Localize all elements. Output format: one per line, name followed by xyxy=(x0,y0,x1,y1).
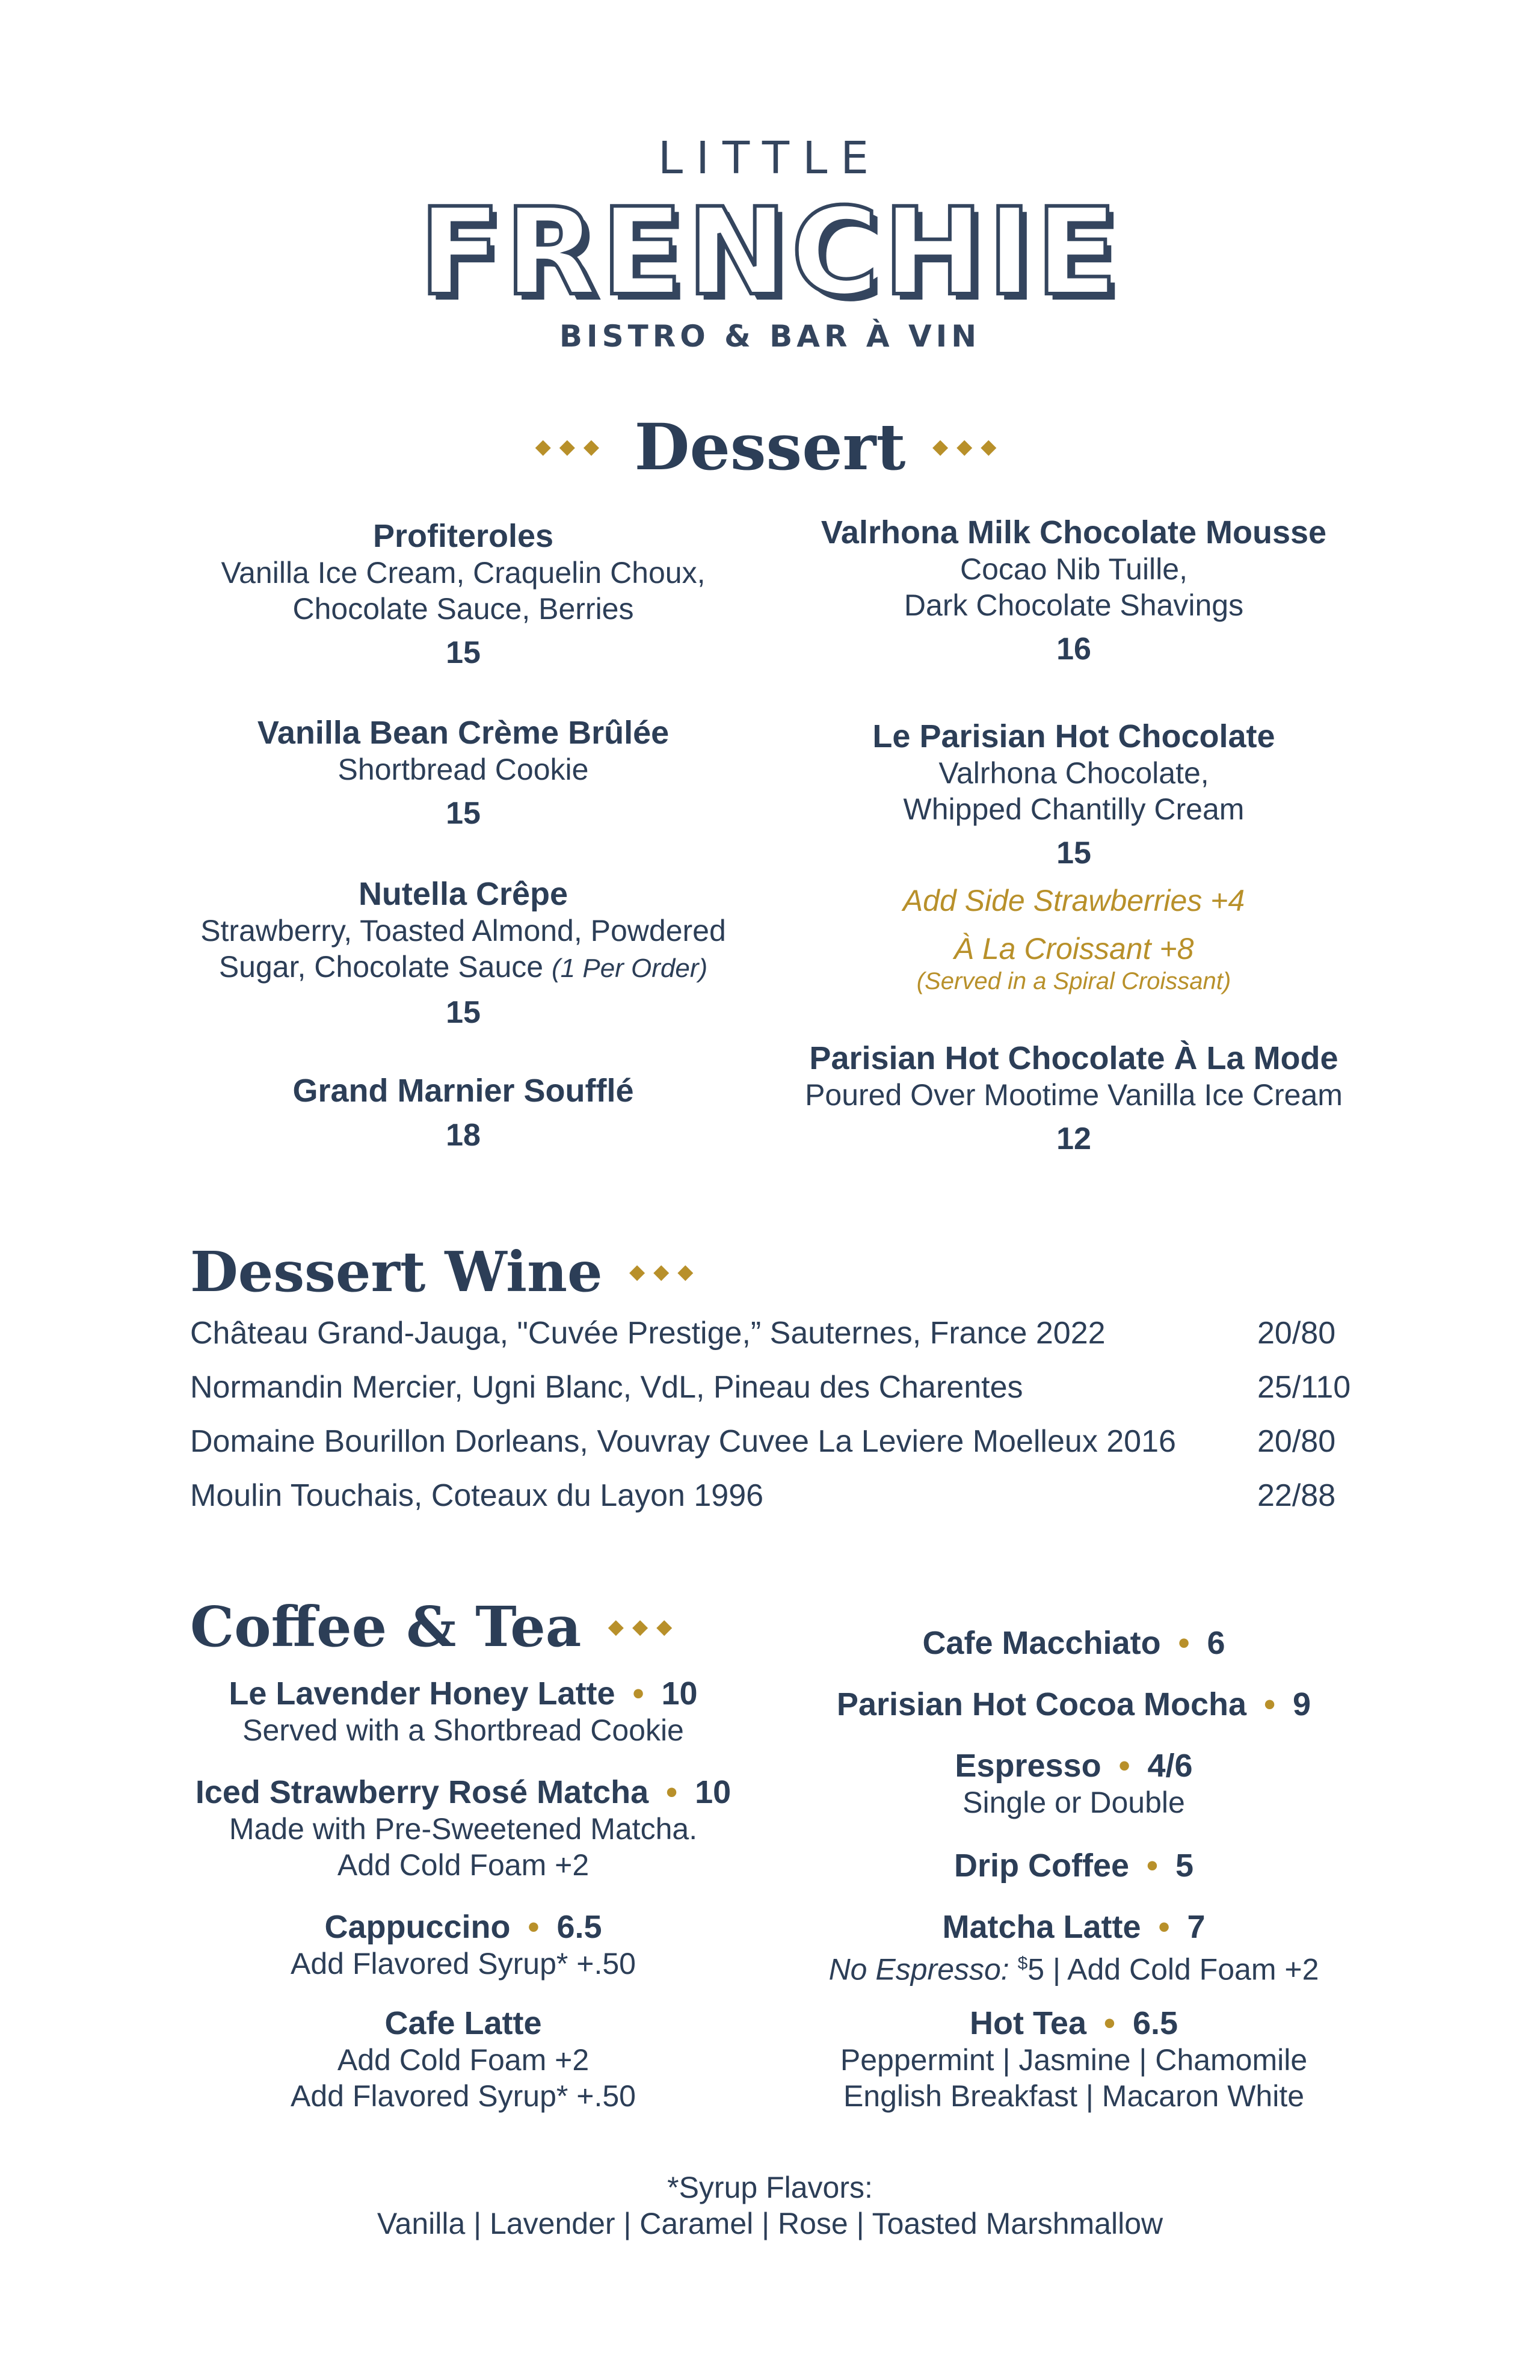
wine-price: 20/80 xyxy=(1257,1316,1336,1351)
wine-name: Normandin Mercier, Ugni Blanc, VdL, Pineau des Charentes xyxy=(190,1370,1023,1405)
item-name: Espresso xyxy=(955,1748,1101,1784)
item-desc: Single or Double xyxy=(962,1786,1185,1819)
item-name: Valrhona Milk Chocolate Mousse xyxy=(821,514,1327,550)
bullet-icon: • xyxy=(1264,1686,1275,1722)
item-name: Le Lavender Honey Latte xyxy=(229,1676,615,1712)
bullet-icon: • xyxy=(1158,1909,1170,1945)
item-price: 18 xyxy=(446,1118,481,1153)
wine-name: Château Grand-Jauga, "Cuvée Prestige,” Sauternes, France 2022 xyxy=(190,1316,1106,1351)
wine-name: Moulin Touchais, Coteaux du Layon 1996 xyxy=(190,1478,764,1513)
item-desc: Add Cold Foam +2 xyxy=(337,2043,590,2077)
item-note: (1 Per Order) xyxy=(552,954,708,983)
addon-strawberries: Add Side Strawberries +4 xyxy=(902,884,1245,917)
diamond-divider-icon: ◆◆◆ xyxy=(535,435,608,458)
item-price: 12 xyxy=(1056,1121,1091,1156)
coffee-item xyxy=(144,1675,782,1748)
dessert-title: Dessert xyxy=(634,409,906,484)
item-name: Hot Tea xyxy=(969,2005,1086,2041)
item-price: 10 xyxy=(695,1774,732,1810)
bullet-icon: • xyxy=(1147,1848,1158,1884)
coffee-item xyxy=(144,1908,782,1982)
item-price: 6 xyxy=(1207,1625,1225,1661)
coffee-item xyxy=(764,1747,1384,1820)
item-desc: Whipped Chantilly Cream xyxy=(903,792,1245,826)
logo-little: LITTLE xyxy=(658,132,882,184)
diamond-divider-icon: ◆◆◆ xyxy=(629,1260,702,1283)
coffee-item xyxy=(764,2005,1384,2114)
coffee-header xyxy=(190,1594,680,1659)
bullet-icon: • xyxy=(1118,1748,1130,1784)
item-name: Drip Coffee xyxy=(954,1848,1130,1884)
dessert-item xyxy=(144,517,782,671)
syrup-list: Vanilla | Lavender | Caramel | Rose | Toasted Marshmallow xyxy=(377,2207,1163,2240)
item-name: Cafe Macchiato xyxy=(922,1625,1161,1661)
item-price: 15 xyxy=(446,635,481,670)
item-desc: Strawberry, Toasted Almond, Powdered xyxy=(200,914,726,948)
logo-subtitle: BISTRO & BAR À VIN xyxy=(559,319,981,354)
wine-row xyxy=(190,1315,1351,1357)
coffee-item xyxy=(764,1908,1384,1988)
item-price: 16 xyxy=(1056,632,1091,667)
bullet-icon: • xyxy=(1104,2005,1115,2041)
item-name-line xyxy=(764,1624,1384,1662)
dessert-item xyxy=(764,514,1384,668)
item-desc: Add Cold Foam +2 xyxy=(337,1848,590,1882)
dollar-sign: $ xyxy=(1017,1953,1028,1973)
item-price: 15 xyxy=(446,796,481,831)
dessert-header xyxy=(0,409,1540,484)
item-name: Matcha Latte xyxy=(942,1909,1141,1945)
item-price: 6.5 xyxy=(1132,2005,1178,2041)
item-price: 6.5 xyxy=(556,1909,602,1945)
item-name-line xyxy=(144,1774,782,1811)
item-desc: Peppermint | Jasmine | Chamomile xyxy=(840,2043,1308,2077)
item-name: Parisian Hot Cocoa Mocha xyxy=(836,1686,1247,1722)
dessert-item xyxy=(144,1072,782,1154)
item-name-line xyxy=(144,1675,782,1712)
item-desc: Cocao Nib Tuille, xyxy=(960,552,1187,586)
wine-row xyxy=(190,1478,1351,1520)
item-price: 7 xyxy=(1187,1909,1206,1945)
item-name-line xyxy=(144,1908,782,1946)
wine-row xyxy=(190,1423,1351,1466)
item-name-line xyxy=(764,1747,1384,1784)
item-desc: Add Flavored Syrup* +.50 xyxy=(291,2079,636,2113)
item-name: Iced Strawberry Rosé Matcha xyxy=(195,1774,649,1810)
item-desc-text: Sugar, Chocolate Sauce xyxy=(218,950,544,984)
item-name: Cappuccino xyxy=(324,1909,511,1945)
item-name: Le Parisian Hot Chocolate xyxy=(872,718,1275,754)
bullet-icon: • xyxy=(1178,1625,1190,1661)
wine-price: 20/80 xyxy=(1257,1424,1336,1459)
diamond-divider-icon: ◆◆◆ xyxy=(608,1615,681,1638)
item-price: 15 xyxy=(446,995,481,1030)
item-note-rest: | Add Cold Foam +2 xyxy=(1044,1952,1319,1987)
item-name: Profiteroles xyxy=(372,518,554,554)
wine-header xyxy=(190,1239,701,1304)
item-desc: Served with a Shortbread Cookie xyxy=(242,1713,684,1747)
syrup-title: *Syrup Flavors: xyxy=(667,2171,873,2204)
wine-row xyxy=(190,1369,1351,1411)
logo-frenchie: FRENCHIE xyxy=(419,182,1121,322)
addon-croissant: À La Croissant +8 xyxy=(953,932,1194,966)
dessert-item xyxy=(764,718,1384,996)
item-name-line xyxy=(764,1847,1384,1884)
dessert-item xyxy=(144,875,782,1031)
item-name: Cafe Latte xyxy=(384,2005,542,2041)
bullet-icon: • xyxy=(632,1676,644,1712)
addon-croissant-note: (Served in a Spiral Croissant) xyxy=(916,968,1231,994)
item-price: 10 xyxy=(661,1676,698,1712)
item-desc: Dark Chocolate Shavings xyxy=(904,588,1244,622)
item-price: 15 xyxy=(1056,836,1091,871)
item-desc xyxy=(764,1946,1384,1988)
coffee-item xyxy=(144,1774,782,1883)
wine-price: 22/88 xyxy=(1257,1478,1336,1513)
item-desc: Vanilla Ice Cream, Craquelin Choux, xyxy=(221,556,706,590)
item-note: No Espresso: xyxy=(828,1952,1018,1987)
item-name: Nutella Crêpe xyxy=(358,876,568,912)
dessert-item xyxy=(764,1040,1384,1158)
item-price: 4/6 xyxy=(1147,1748,1193,1784)
item-desc: Poured Over Mootime Vanilla Ice Cream xyxy=(805,1078,1343,1112)
coffee-item xyxy=(764,1847,1384,1884)
item-desc: Made with Pre-Sweetened Matcha. xyxy=(229,1812,698,1846)
wine-name: Domaine Bourillon Dorleans, Vouvray Cuvee La Leviere Moelleux 2016 xyxy=(190,1424,1176,1459)
coffee-item xyxy=(764,1624,1384,1662)
coffee-item xyxy=(764,1686,1384,1723)
item-price: 5 xyxy=(1175,1848,1194,1884)
item-desc: Shortbread Cookie xyxy=(337,753,589,786)
item-desc: English Breakfast | Macaron White xyxy=(843,2079,1305,2113)
coffee-title: Coffee & Tea xyxy=(190,1594,582,1659)
item-name-line xyxy=(764,1686,1384,1723)
syrup-flavors xyxy=(0,2169,1540,2242)
item-note-value: 5 xyxy=(1027,1952,1045,1987)
diamond-divider-icon: ◆◆◆ xyxy=(932,435,1005,458)
item-price: 9 xyxy=(1293,1686,1311,1722)
item-desc: Valrhona Chocolate, xyxy=(938,756,1209,790)
bullet-icon: • xyxy=(528,1909,540,1945)
wine-title: Dessert Wine xyxy=(190,1239,603,1304)
dessert-item xyxy=(144,714,782,832)
item-name: Vanilla Bean Crème Brûlée xyxy=(257,715,670,751)
coffee-item xyxy=(144,2005,782,2114)
item-desc xyxy=(144,949,782,987)
item-name: Grand Marnier Soufflé xyxy=(292,1073,634,1109)
item-name: Parisian Hot Chocolate À La Mode xyxy=(809,1040,1338,1076)
item-desc: Chocolate Sauce, Berries xyxy=(292,592,634,626)
wine-price: 25/110 xyxy=(1257,1370,1351,1405)
item-desc: Add Flavored Syrup* +.50 xyxy=(291,1947,636,1981)
bullet-icon: • xyxy=(666,1774,678,1810)
item-name-line xyxy=(764,2005,1384,2042)
item-name-line xyxy=(764,1908,1384,1946)
